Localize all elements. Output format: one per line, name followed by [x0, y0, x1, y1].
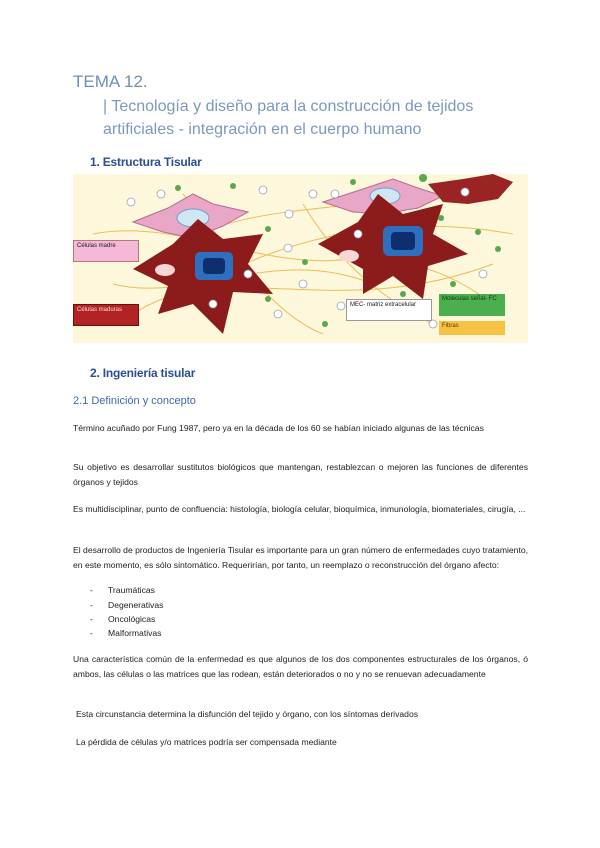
- label-moleculas: Moleculas señal- FC: [439, 294, 505, 316]
- paragraph-1: Término acuñado por Fung 1987, pero ya en la década de los 60 se habían iniciado algunas de las técnicas: [73, 423, 484, 433]
- page-subtitle: | Tecnología y diseño para la construcción de tejidos artificiales - integración en el cuerpo humano: [103, 98, 474, 138]
- label-fibras: Fibras: [439, 321, 505, 335]
- paragraph-3: Es multidisciplinar, punto de confluencia: histología, biología celular, bioquímica, inmunología, biomateriales, cirugía, ...: [73, 504, 526, 514]
- page-title: TEMA 12.: [73, 72, 148, 91]
- paragraph-6: Esta circunstancia determina la disfunción del tejido y órgano, con los síntomas derivados: [76, 709, 419, 719]
- tissue-structure-figure: [73, 174, 528, 343]
- list-item: - Malformativas: [90, 628, 162, 638]
- paragraph-7: La pérdida de células y/o matrices podría ser compensada mediante: [76, 737, 337, 747]
- subsection-heading-2-1: 2.1 Definición y concepto: [73, 395, 196, 407]
- list-item: - Oncológicas: [90, 614, 156, 624]
- section-heading-1: 1. Estructura Tisular: [90, 155, 202, 169]
- label-celulas-maduras: Células maduras: [73, 304, 139, 326]
- label-mec: MEC- matriz extracelular: [346, 299, 432, 321]
- tissue-illustration: [73, 174, 528, 343]
- paragraph-4: El desarrollo de productos de Ingeniería Tisular es importante para un gran número de enfermedades cuyo tratamiento, en este momento, es sólo sintomático. Requerirían, por tanto, un reemplazo o reconstrucción del órgano afecto:: [73, 545, 528, 570]
- section-heading-2: 2. Ingeniería tisular: [90, 366, 196, 380]
- list-item: - Traumáticas: [90, 585, 155, 595]
- label-celulas-madre: Células madre: [73, 240, 139, 262]
- paragraph-2: Su objetivo es desarrollar sustitutos biológicos que mantengan, restablezcan o mejoren las funciones de diferentes órganos y tejidos: [73, 462, 528, 487]
- list-item: - Degenerativas: [90, 600, 164, 610]
- paragraph-5: Una característica común de la enfermedad es que algunos de los dos componentes estructurales de los órganos, ó ambos, las células o las matrices que las rodean, están deteriorados o no y no se renuevan adecuadamente: [73, 654, 528, 679]
